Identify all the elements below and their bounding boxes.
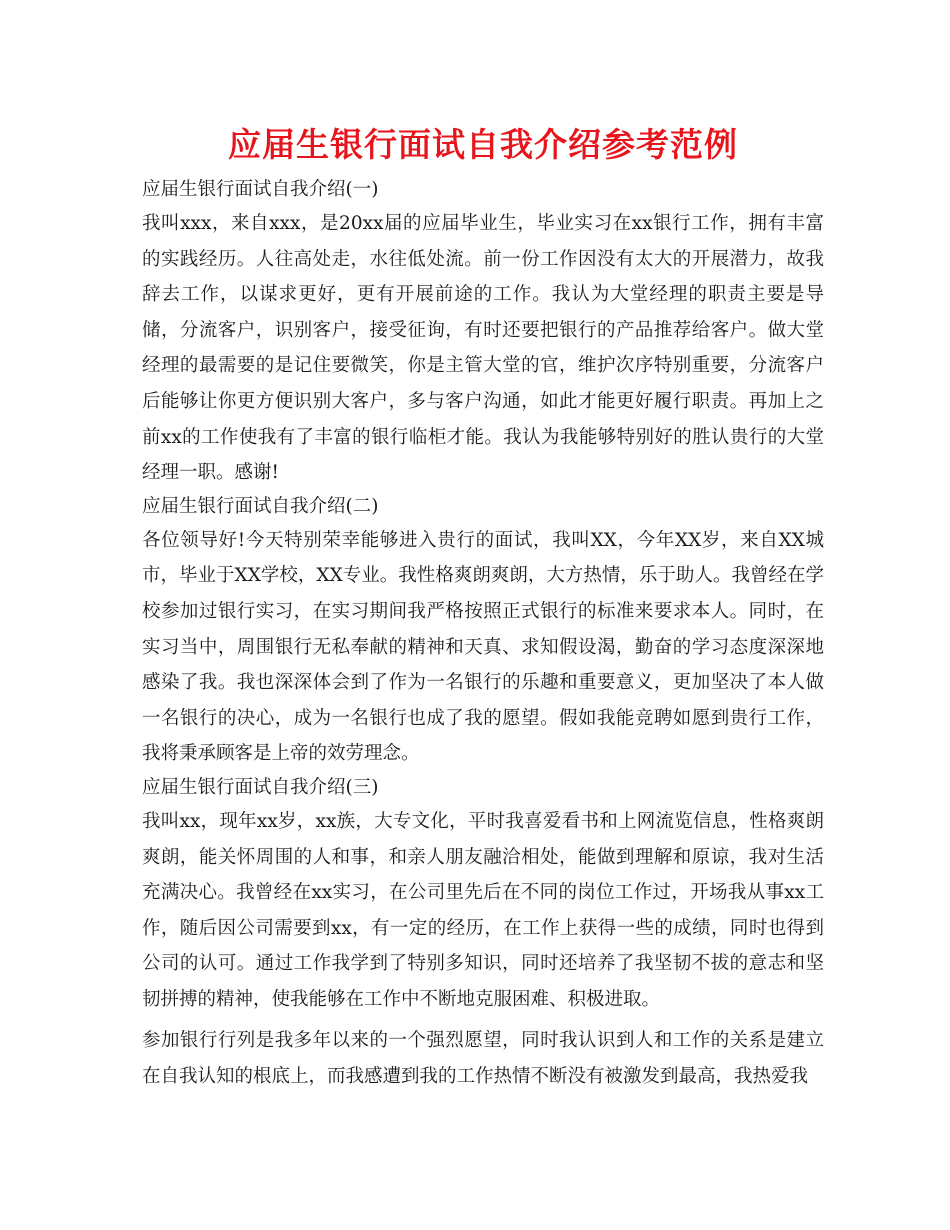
section-paragraph: 我叫xxx，来自xxx，是20xx届的应届毕业生，毕业实习在xx银行工作，拥有丰富的实践经历。人往高处走，水往低处流。前一份工作因没有太大的开展潜力，故我辞去工作，以谋求更好，更有开展前途的工作。我认为大堂经理的职责主要是导储，分流客户，识别客户，接受征询，有时还要把银行的产品推荐给客户。做大堂经理的最需要的是记住要微笑，你是主管大堂的官，维护次序特别重要，分流客户后能够让你更方便识别大客户，多与客户沟通，如此才能更好履行职责。再加上之前xx的工作使我有了丰富的银行临柜才能。我认为我能够特别好的胜认贵行的大堂经理一职。感谢!	[142, 213, 824, 484]
section-heading: 应届生银行面试自我介绍(一)	[142, 179, 379, 200]
section-heading: 应届生银行面试自我介绍(三)	[142, 776, 379, 798]
section-paragraph: 各位领导好!今天特别荣幸能够进入贵行的面试，我叫XX，今年XX岁，来自XX城市，毕业于XX学校，XX专业。我性格爽朗爽朗，大方热情，乐于助人。我曾经在学校参加过银行实习，在实习期间我严格按照正式银行的标准来要求本人。同时，在实习当中，周围银行无私奉献的精神和天真、求知假设渴，勤奋的学习态度深深地感染了我。我也深深体会到了作为一名银行的乐趣和重要意义，更加坚决了本人做一名银行的决心，成为一名银行也成了我的愿望。假如我能竞聘如愿到贵行工作，我将秉承顾客是上帝的效劳理念。	[142, 529, 824, 765]
section-heading: 应届生银行面试自我介绍(二)	[142, 495, 379, 517]
section-3	[142, 772, 824, 1095]
section-paragraph: 参加银行行列是我多年以来的一个强烈愿望，同时我认识到人和工作的关系是建立在自我认知的根底上，而我感遭到我的工作热情不断没有被激发到最高，我热爱我	[142, 1030, 824, 1088]
section-1	[142, 174, 824, 491]
section-paragraph: 我叫xx，现年xx岁，xx族，大专文化，平时我喜爱看书和上网流览信息，性格爽朗爽朗，能关怀周围的人和事，和亲人朋友融洽相处，能做到理解和原谅，我对生活充满决心。我曾经在xx实习，在公司里先后在不同的岗位工作过，开场我从事xx工作，随后因公司需要到xx，有一定的经历，在工作上获得一些的成绩，同时也得到公司的认可。通过工作我学到了特别多知识，同时还培养了我坚韧不拔的意志和坚韧拼搏的精神，使我能够在工作中不断地克服困难、积极进取。	[142, 810, 824, 1010]
document-title: 应届生银行面试自我介绍参考范例	[228, 125, 738, 164]
document-page	[142, 122, 824, 1095]
section-2	[142, 491, 824, 772]
